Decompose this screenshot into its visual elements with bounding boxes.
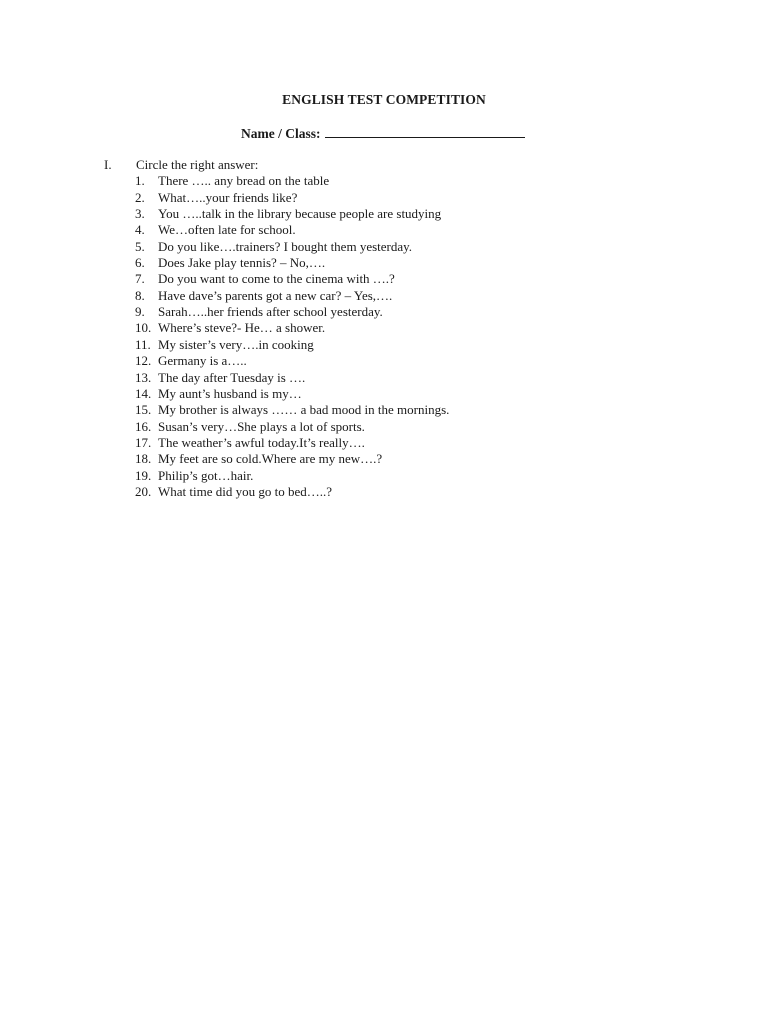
- question-item: [135, 386, 449, 402]
- question-number: 18.: [135, 451, 152, 467]
- question-number: 14.: [135, 385, 152, 401]
- question-text: Does Jake play tennis? – No,….: [158, 255, 326, 271]
- question-number: 7.: [135, 271, 145, 287]
- question-item: [135, 239, 449, 255]
- name-class-label: Name / Class:: [241, 126, 321, 141]
- question-item: [135, 190, 449, 206]
- question-number: 8.: [135, 287, 145, 303]
- question-item: [135, 402, 449, 418]
- question-text: My sister’s very….in cooking: [158, 336, 314, 352]
- name-class-line: [241, 125, 525, 142]
- question-text: Susan’s very…She plays a lot of sports.: [158, 418, 365, 434]
- question-item: [135, 337, 449, 353]
- question-number: 6.: [135, 255, 145, 271]
- question-number: 15.: [135, 402, 152, 418]
- question-item: [135, 320, 449, 336]
- question-item: [135, 206, 449, 222]
- question-item: [135, 353, 449, 369]
- question-list: [135, 173, 449, 500]
- question-text: You …..talk in the library because people are studying: [158, 206, 442, 222]
- question-number: 12.: [135, 353, 152, 369]
- question-text: Have dave’s parents got a new car? – Yes,….: [158, 287, 393, 303]
- question-text: What time did you go to bed…..?: [158, 483, 333, 499]
- question-number: 2.: [135, 189, 145, 205]
- question-text: My feet are so cold.Where are my new….?: [158, 451, 383, 467]
- question-item: [135, 255, 449, 271]
- question-item: [135, 468, 449, 484]
- question-text: My brother is always …… a bad mood in the mornings.: [158, 402, 450, 418]
- question-text: Philip’s got…hair.: [158, 467, 254, 483]
- question-number: 16.: [135, 418, 152, 434]
- question-number: 1.: [135, 173, 145, 189]
- question-number: 11.: [135, 336, 151, 352]
- section-numeral: I.: [104, 157, 112, 172]
- question-number: 13.: [135, 369, 152, 385]
- question-number: 10.: [135, 320, 152, 336]
- question-item: [135, 484, 449, 500]
- question-text: Germany is a…..: [158, 353, 247, 369]
- question-item: [135, 451, 449, 467]
- question-item: [135, 435, 449, 451]
- question-item: [135, 271, 449, 287]
- page-title: ENGLISH TEST COMPETITION: [282, 92, 486, 107]
- question-number: 4.: [135, 222, 145, 238]
- question-item: [135, 173, 449, 189]
- question-number: 9.: [135, 304, 145, 320]
- question-text: The weather’s awful today.It’s really….: [158, 434, 365, 450]
- question-number: 5.: [135, 238, 145, 254]
- question-number: 20.: [135, 483, 152, 499]
- question-number: 17.: [135, 434, 152, 450]
- question-text: There ….. any bread on the table: [158, 173, 330, 189]
- section-instruction: Circle the right answer:: [136, 157, 259, 172]
- question-number: 19.: [135, 467, 152, 483]
- question-item: [135, 222, 449, 238]
- question-item: [135, 288, 449, 304]
- question-item: [135, 370, 449, 386]
- question-text: Sarah…..her friends after school yesterday.: [158, 304, 383, 320]
- question-text: My aunt’s husband is my…: [158, 385, 302, 401]
- question-text: The day after Tuesday is ….: [158, 369, 306, 385]
- question-number: 3.: [135, 206, 145, 222]
- question-text: What…..your friends like?: [158, 189, 298, 205]
- question-item: [135, 419, 449, 435]
- question-text: Where’s steve?- He… a shower.: [158, 320, 326, 336]
- question-item: [135, 304, 449, 320]
- section-heading: [104, 157, 258, 173]
- question-text: Do you like….trainers? I bought them yesterday.: [158, 238, 413, 254]
- question-text: Do you want to come to the cinema with ….?: [158, 271, 395, 287]
- question-text: We…often late for school.: [158, 222, 296, 238]
- name-class-blank: [325, 125, 525, 138]
